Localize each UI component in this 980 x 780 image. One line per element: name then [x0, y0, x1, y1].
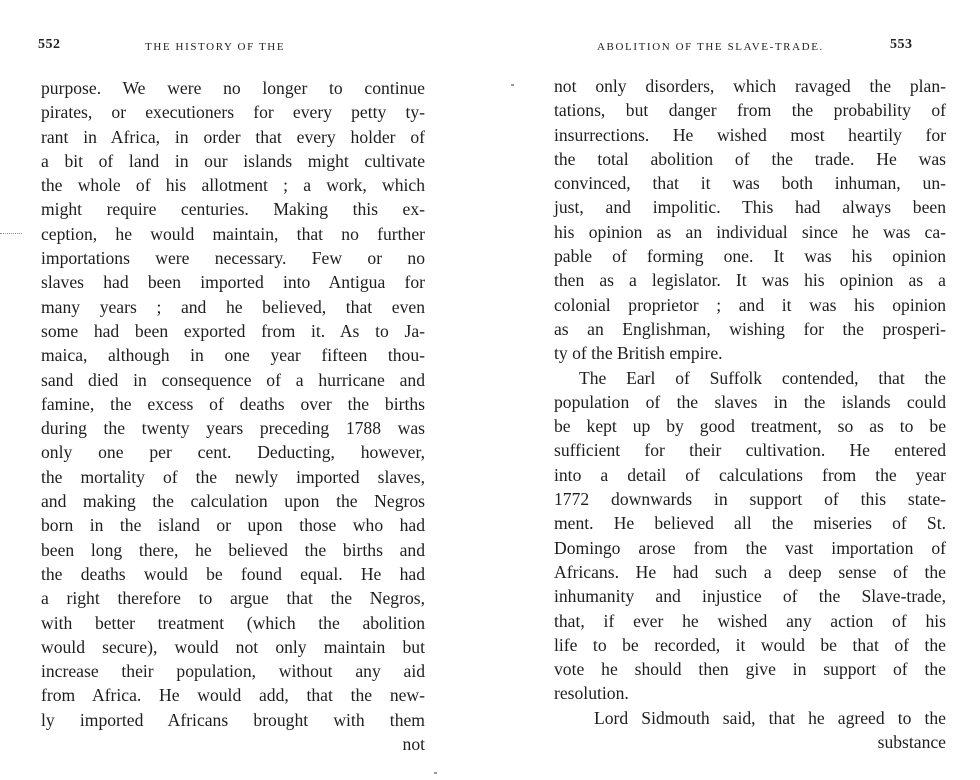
text-line: would secure), would not only maintain but	[41, 636, 425, 657]
margin-mark	[0, 233, 22, 238]
text-line: with better treatment (which the abolition	[41, 612, 425, 633]
text-line: insurrections. He wished most heartily for	[554, 124, 946, 145]
text-line: purpose. We were no longer to continue	[41, 78, 425, 98]
text-line: vote he should then give in support of the	[554, 659, 946, 680]
right-page-number: 553	[890, 37, 913, 52]
paragraph-first-line: The Earl of Suffolk contended, that the	[579, 367, 946, 388]
text-line: colonial proprietor ; and it was his opinion	[554, 294, 946, 315]
text-line: and making the calculation upon the Negros	[41, 491, 425, 512]
text-line: many years ; and he believed, that even	[41, 296, 425, 317]
text-line: sand died in consequence of a hurricane and	[41, 369, 425, 390]
text-line: the mortality of the newly imported slaves,	[41, 466, 425, 487]
text-line: been long there, he believed the births and	[41, 539, 425, 560]
right-page	[490, 0, 980, 780]
left-running-head: THE HISTORY OF THE	[145, 41, 286, 53]
text-line: resolution.	[554, 683, 629, 704]
right-catchword: substance	[877, 732, 946, 753]
text-line: ception, he would maintain, that no further	[41, 223, 425, 244]
right-running-head: ABOLITION OF THE SLAVE-TRADE.	[597, 41, 824, 53]
text-line: then as a legislator. It was his opinion as a	[554, 270, 946, 291]
text-line: famine, the excess of deaths over the births	[41, 393, 425, 414]
text-line: ty of the British empire.	[554, 343, 723, 364]
text-line: might require centuries. Making this ex-	[41, 199, 425, 220]
text-line: during the twenty years preceding 1788 was	[41, 418, 425, 439]
text-line: the whole of his allotment ; a work, which	[41, 175, 425, 196]
text-line: rant in Africa, in order that every holder of	[41, 126, 425, 147]
text-line: population of the slaves in the islands could	[554, 391, 946, 412]
text-line: inhumanity and injustice of the Slave-trade,	[554, 586, 946, 607]
paragraph-first-line: Lord Sidmouth said, that he agreed to the	[594, 707, 946, 728]
text-line: Africans. He had such a deep sense of the	[554, 561, 946, 582]
text-line: 1772 downwards in support of this state-	[554, 489, 946, 510]
right-body-text	[554, 74, 946, 752]
text-line: into a detail of calculations from the year	[554, 464, 946, 485]
text-line: some had been exported from it. As to Ja-	[41, 320, 425, 341]
text-line: a right therefore to argue that the Negros,	[41, 588, 425, 609]
text-line: sufficient for their cultivation. He entered	[554, 440, 946, 461]
text-line: from Africa. He would add, that the new-	[41, 685, 425, 706]
text-line: be kept up by good treatment, so as to be	[554, 416, 946, 437]
text-line: importations were necessary. Few or no	[41, 248, 425, 269]
text-line: ly imported Africans brought with them	[41, 709, 425, 730]
scan-fleck	[434, 772, 437, 774]
text-line: born in the island or upon those who had	[41, 515, 425, 536]
text-line: the total abolition of the trade. He was	[554, 148, 946, 169]
text-line: his opinion as an individual since he was ca-	[554, 221, 946, 242]
left-page-number: 552	[38, 37, 61, 52]
text-line: maica, although in one year fifteen thou-	[41, 345, 425, 366]
text-line: convinced, that it was both inhuman, un-	[554, 173, 946, 194]
text-line: slaves had been imported into Antigua for	[41, 272, 425, 293]
left-catchword: not	[402, 734, 425, 755]
scan-fleck	[511, 84, 514, 86]
text-line: tations, but danger from the probability of	[554, 100, 946, 121]
left-body-text	[41, 76, 425, 754]
text-line: pirates, or executioners for every petty ty-	[41, 102, 425, 123]
text-line: that, if ever he wished any action of his	[554, 610, 946, 631]
text-line: just, and impolitic. This had always been	[554, 197, 946, 218]
text-line: the deaths would be found equal. He had	[41, 563, 425, 584]
text-line: a bit of land in our islands might cultivate	[41, 150, 425, 171]
text-line: ment. He believed all the miseries of St.	[554, 513, 946, 534]
text-line: only one per cent. Deducting, however,	[41, 442, 425, 463]
text-line: increase their population, without any aid	[41, 661, 425, 682]
text-line: pable of forming one. It was his opinion	[554, 246, 946, 267]
text-line: life to be recorded, it would be that of the	[554, 634, 946, 655]
text-line: as an Englishman, wishing for the prosperi-	[554, 318, 946, 339]
text-line: Domingo arose from the vast importation of	[554, 537, 946, 558]
text-line: not only disorders, which ravaged the plan-	[554, 76, 946, 96]
